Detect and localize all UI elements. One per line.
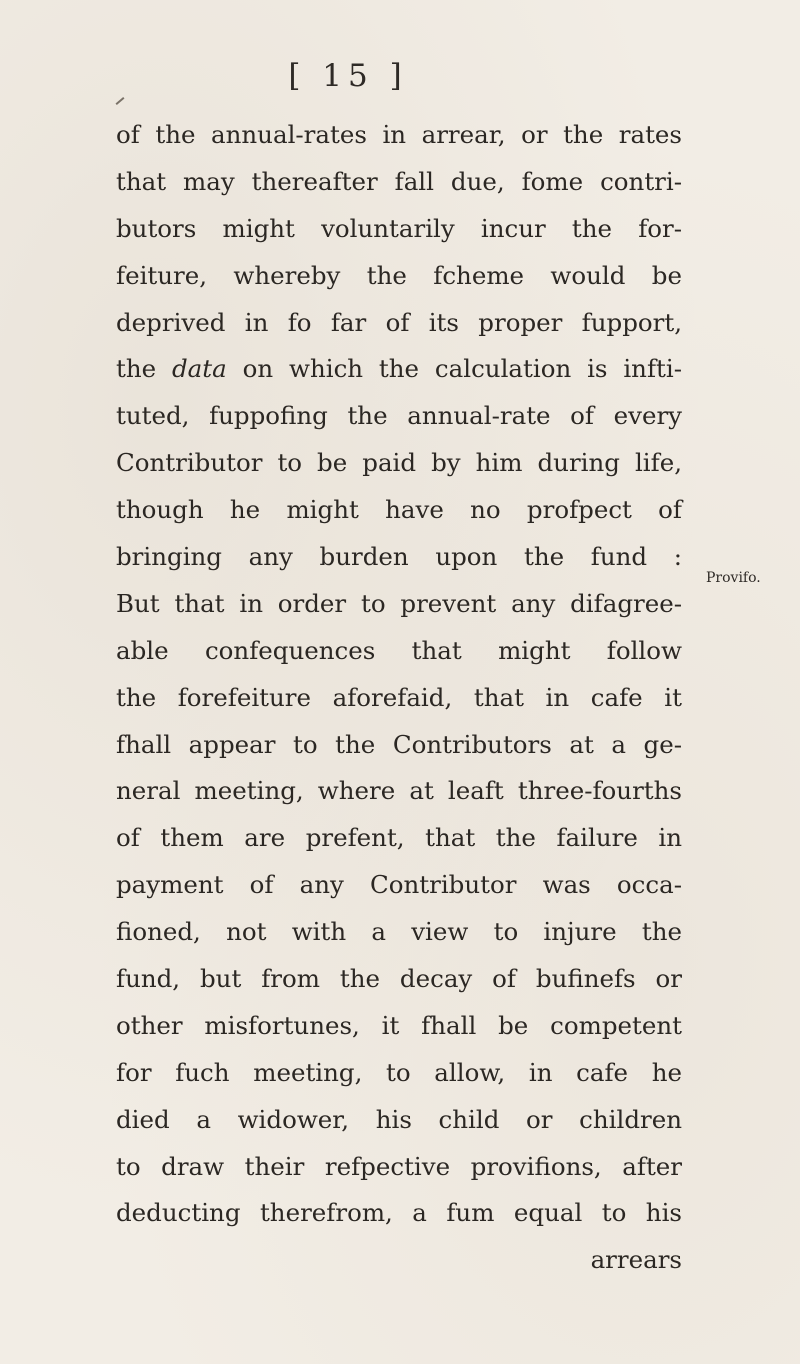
text-line: for fuch meeting, to allow, in cafe he (116, 1057, 682, 1087)
text-line: to draw their refpective provifions, after (116, 1151, 682, 1181)
text-line: Contributor to be paid by him during life, (116, 448, 682, 478)
text-line: fioned, not with a view to injure the (116, 917, 682, 947)
text-line: bringing any burden upon the fund : (116, 542, 682, 572)
text-line: fhall appear to the Contributors at a ge- (116, 729, 682, 759)
body-text (116, 112, 682, 1284)
text-segment: on which the calculation is infti- (242, 354, 682, 384)
text-segment: the (116, 354, 157, 384)
text-line: neral meeting, where at leaft three-fourths (116, 776, 682, 806)
text-line: other misfortunes, it fhall be competent (116, 1010, 682, 1040)
text-line: of the annual-rates in arrear, or the rates (116, 120, 682, 149)
italic-word: data (171, 354, 227, 384)
text-line: But that in order to prevent any difagree- (116, 588, 682, 618)
text-line: able confequences that might follow (116, 635, 682, 665)
text-line: payment of any Contributor was occa- (116, 870, 682, 900)
text-line: butors might voluntarily incur the for- (116, 213, 682, 243)
text-line: feiture, whereby the fcheme would be (116, 260, 682, 290)
catchword: arrears (590, 1245, 682, 1275)
marginal-note: Provifo. (706, 570, 761, 586)
text-line-with-italic (116, 346, 682, 393)
ink-mark (116, 97, 125, 105)
text-line: that may thereafter fall due, fome contri- (116, 166, 682, 196)
text-line: though he might have no profpect of (116, 495, 682, 525)
text-line: tuted, fuppofing the annual-rate of every (116, 401, 682, 431)
text-line: of them are prefent, that the failure in (116, 823, 682, 853)
text-line: fund, but from the decay of bufinefs or (116, 964, 682, 994)
text-line: deducting therefrom, a fum equal to his (116, 1198, 682, 1228)
page-number: [ 15 ] (288, 58, 408, 94)
text-line: the forefeiture aforefaid, that in cafe it (116, 682, 682, 712)
text-line: died a widower, his child or children (116, 1104, 682, 1134)
text-line: deprived in fo far of its proper fupport, (116, 307, 682, 337)
